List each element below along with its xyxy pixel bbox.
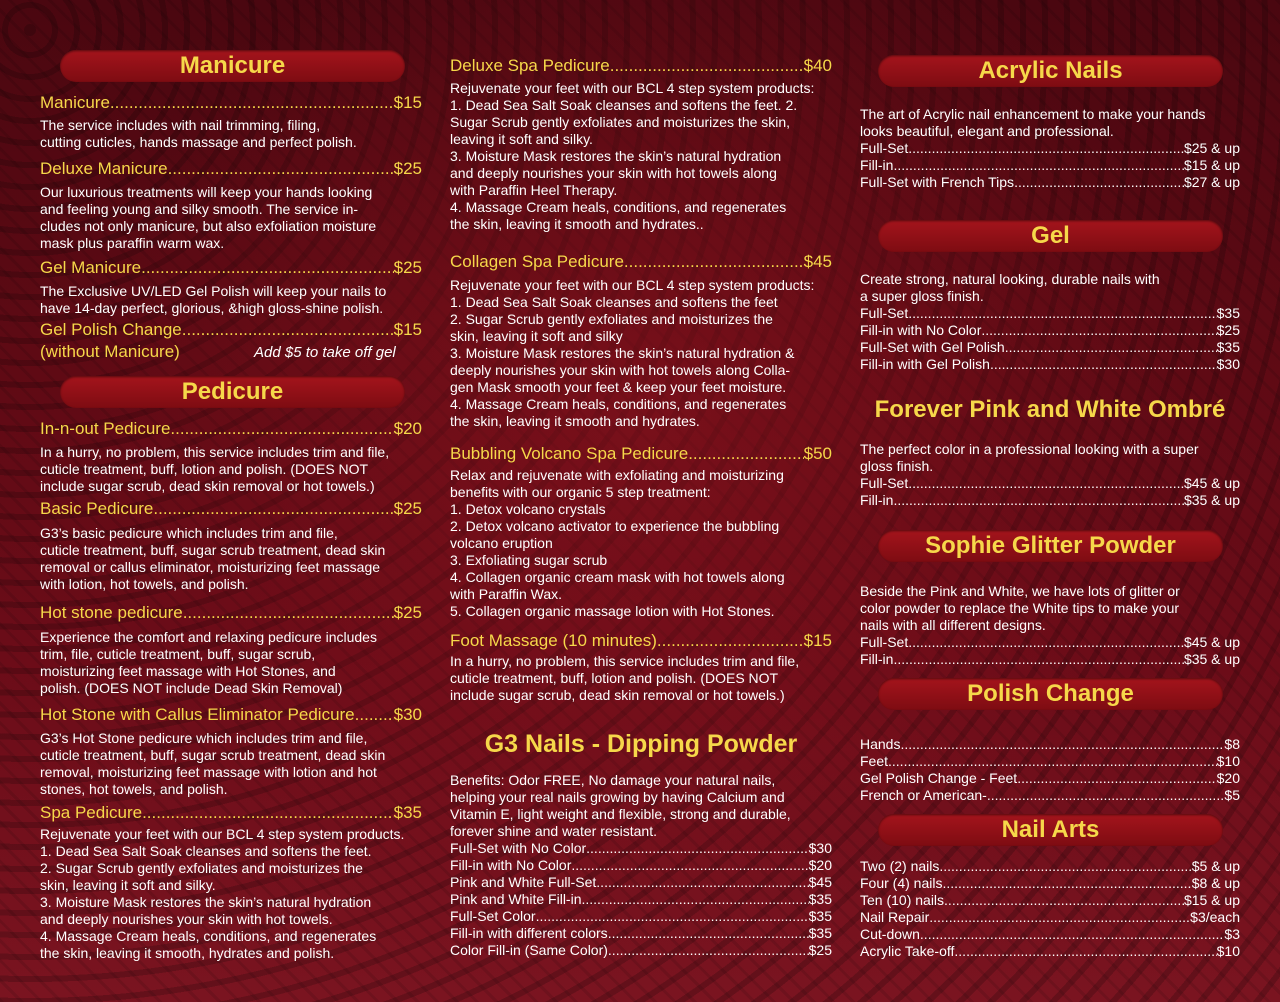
service-description: Rejuvenate your feet with our BCL 4 step system products: 1. Dead Sea Salt Soak cleanses and softens the feet 2. Sugar Scrub gently exfoliates and moisturizes the skin, leaving it soft and silky 3. Moisture Mask restores the skin’s natural hydration & deeply nourishes your skin with hot towels along Colla- gen Mask smooth your feet & keep your feet moisture. 4. Massage Cream heals, conditions, and regenerates the skin, leaving it smooth and hydrates. (450, 277, 815, 429)
take-off-gel-note: Add $5 to take off gel (254, 344, 396, 361)
service-description: The Exclusive UV/LED Gel Polish will keep your nails to have 14-day perfect, glorious, &high gloss-shine polish. (40, 283, 387, 316)
service-in-n-out-pedicure: In-n-out Pedicure ..... $20 (40, 419, 422, 439)
price-line: Feet ..... $10 (860, 753, 1240, 770)
dipping-powder-title: G3 Nails - Dipping Powder (484, 730, 798, 758)
service-description: Experience the comfort and relaxing pedicure includes trim, file, cuticle treatment, buff, sugar scrub, moisturizing feet massage with Hot Stones, and polish. (DOES NOT include Dead Skin Removal) (40, 629, 377, 696)
price-line: Nail Repair ..... $3/each (860, 909, 1240, 926)
service-description: The service includes with nail trimming, filing, cutting cuticles, hands massage and perfect polish. (40, 117, 357, 150)
dipping-powder-description: Benefits: Odor FREE, No damage your natural nails, helping your real nails growing by having Calcium and Vitamin E, light weight and flexible, strong and durable, forever shine and water resistant. (450, 772, 791, 839)
price-line: Full-Set ..... $25 & up (860, 140, 1240, 157)
price-line: Full-Set with French Tips ..... $27 & up (860, 174, 1240, 191)
price-line: Full-Set with Gel Polish ..... $35 (860, 339, 1240, 356)
polish-change-banner: Polish Change (878, 678, 1223, 710)
service-gel-manicure: Gel Manicure ..... $25 (40, 258, 422, 278)
service-description: Rejuvenate your feet with our BCL 4 step system products: 1. Dead Sea Salt Soak cleanses and softens the feet. 2. Sugar Scrub gently exfoliates and moisturizes the skin, leaving it soft and silky. 3. Moisture Mask restores the skin’s natural hydration and deeply nourishes your skin with hot towels along with Paraffin Heel Therapy. 4. Massage Cream heals, conditions, and regenerates the skin, leaving it smooth and hydrates.. (450, 80, 815, 232)
manicure-banner: Manicure (60, 50, 405, 82)
service-description: G3’s Hot Stone pedicure which includes trim and file, cuticle treatment, buff, sugar scrub treatment, dead skin removal, moisturizing feet massage with lotion and hot stones, hot towels, and polish. (40, 730, 386, 797)
price-line: Gel Polish Change - Feet ..... $20 (860, 770, 1240, 787)
glitter-description: Beside the Pink and White, we have lots of glitter or color powder to replace the White tips to make your nails with all different designs. (860, 583, 1180, 633)
price-line: Fill-in with No Color ..... $20 (450, 857, 832, 874)
service-deluxe-manicure: Deluxe Manicure ..... $25 (40, 159, 422, 179)
service-foot-massage: Foot Massage (10 minutes) ..... $15 (450, 631, 832, 651)
ombre-title: Forever Pink and White Ombré (874, 396, 1226, 423)
service-description: In a hurry, no problem, this service includes trim and file, cuticle treatment, buff, lotion and polish. (DOES NOT include sugar scrub, dead skin removal or hot towels.) (40, 444, 390, 494)
gel-description: Create strong, natural looking, durable nails with a super gloss finish. (860, 271, 1160, 304)
pedicure-banner: Pedicure (60, 376, 405, 408)
price-line: Pink and White Fill-in ..... $35 (450, 891, 832, 908)
service-gel-polish-change: Gel Polish Change ..... $15 (40, 320, 422, 340)
service-spa-pedicure: Spa Pedicure ..... $35 (40, 803, 422, 823)
service-price: $15 (393, 93, 422, 112)
price-line: Fill-in with different colors ..... $35 (450, 925, 832, 942)
price-line: Full-Set ..... $35 (860, 305, 1240, 322)
price-line: Full-Set with No Color ..... $30 (450, 840, 832, 857)
service-bubbling-volcano-pedicure: Bubbling Volcano Spa Pedicure ..... $50 (450, 444, 832, 464)
service-deluxe-spa-pedicure: Deluxe Spa Pedicure ..... $40 (450, 56, 832, 76)
service-description: Relax and rejuvenate with exfoliating and moisturizing benefits with our organic 5 step treatment: 1. Detox volcano crystals 2. Detox volcano activator to experience the bubbling volcano eruption 3. Exfoliating sugar scrub 4. Collagen organic cream mask with hot towels along with Paraffin Wax. 5. Collagen organic massage lotion with Hot Stones. (450, 467, 785, 619)
price-line: Ten (10) nails ..... $15 & up (860, 892, 1240, 909)
price-line: Fill-in ..... $35 & up (860, 651, 1240, 668)
price-line: Two (2) nails ..... $5 & up (860, 858, 1240, 875)
price-line: Full-Set ..... $45 & up (860, 634, 1240, 651)
glitter-banner: Sophie Glitter Powder (878, 530, 1223, 562)
price-line: Fill-in ..... $15 & up (860, 157, 1240, 174)
acrylic-banner: Acrylic Nails (878, 55, 1223, 87)
price-line: Hands ..... $8 (860, 736, 1240, 753)
price-line: Fill-in with No Color ..... $25 (860, 322, 1240, 339)
price-line: Cut-down ..... $3 (860, 926, 1240, 943)
price-line: Pink and White Full-Set ..... $45 (450, 874, 832, 891)
service-hot-stone-pedicure: Hot stone pedicure ..... $25 (40, 603, 422, 623)
nail-arts-banner: Nail Arts (878, 814, 1223, 846)
service-description: Our luxurious treatments will keep your hands looking and feeling young and silky smooth. The service in- cludes not only manicure, but also exfoliation moisture mask plus paraffin warm wax. (40, 184, 377, 251)
acrylic-description: The art of Acrylic nail enhancement to make your hands looks beautiful, elegant and professional. (860, 106, 1206, 139)
service-hot-stone-callus-pedicure: Hot Stone with Callus Eliminator Pedicure... ..... $30 (40, 705, 422, 725)
service-description: In a hurry, no problem, this service includes trim and file, cuticle treatment, buff, lotion and polish. (DOES NOT include sugar scrub, dead skin removal or hot towels.) (450, 653, 800, 703)
service-description: G3’s basic pedicure which includes trim and file, cuticle treatment, buff, sugar scrub treatment, dead skin removal or callus eliminator, moisturizing feet massage with lotion, hot towels, and polish. (40, 525, 386, 592)
price-line: Color Fill-in (Same Color) ..... $25 (450, 942, 832, 959)
ombre-description: The perfect color in a professional looking with a super gloss finish. (860, 441, 1199, 474)
without-manicure-label: (without Manicure) (40, 342, 180, 361)
price-line: Full-Set Color ..... $35 (450, 908, 832, 925)
price-line: Four (4) nails ..... $8 & up (860, 875, 1240, 892)
price-line: Fill-in ..... $35 & up (860, 492, 1240, 509)
service-manicure (40, 93, 422, 113)
price-line: Full-Set ..... $45 & up (860, 475, 1240, 492)
price-line: Acrylic Take-off ..... $10 (860, 943, 1240, 960)
price-line: French or American- ..... $5 (860, 787, 1240, 804)
gel-banner: Gel (878, 220, 1223, 252)
service-name: Manicure (40, 93, 110, 112)
service-basic-pedicure: Basic Pedicure ..... $25 (40, 499, 422, 519)
service-collagen-spa-pedicure: Collagen Spa Pedicure ..... $45 (450, 252, 832, 272)
price-line: Fill-in with Gel Polish ..... $30 (860, 356, 1240, 373)
service-description: Rejuvenate your feet with our BCL 4 step system products. 1. Dead Sea Salt Soak cleanses and softens the feet. 2. Sugar Scrub gently exfoliates and moisturizes the skin, leaving it soft and silky. 3. Moisture Mask restores the skin’s natural hydration and deeply nourishes your skin with hot towels. 4. Massage Cream heals, conditions, and regenerates the skin, leaving it smooth, hydrates and polish. (40, 826, 405, 961)
